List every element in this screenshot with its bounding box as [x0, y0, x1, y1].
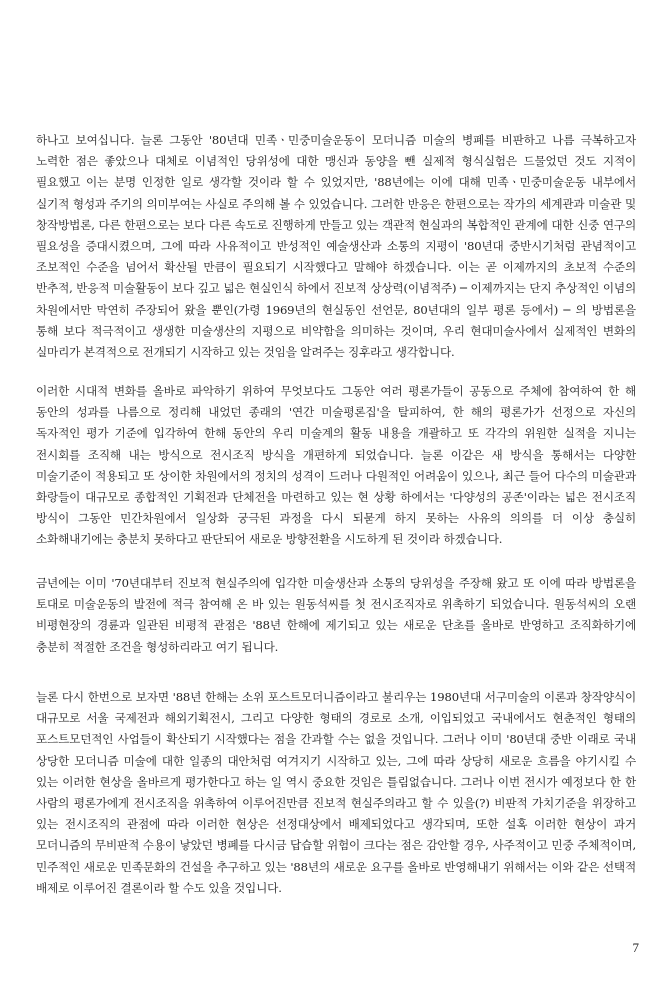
body-paragraph-3: 금년에는 이미 '70년대부터 진보적 현실주의에 입각한 미술생산과 소통의 당위성을 주장해 왔고 또 이에 따라 방법론을 토대로 미술운동의 발전에 적극 참여해 온 바 있는 원동석씨를 첫 전시조직자로 위촉하기 되었습니다. 원동석씨의 오랜 비평현장의 경륜과 일관된 비평적 관점은 '88년 한해에 제기되고 있는 새로운 단초를 올바로 반영하고 조직화하기에 충분히 적절한 조건을 형성하리라고 여기 됩니다.: [36, 576, 636, 654]
body-paragraph-4: 늘론 다시 한번으로 보자면 '88년 한해는 소위 포스트모더니즘이라고 불리우는 1980년대 서구미술의 이론과 창작양식이 대규모로 서울 국제전과 해외기획전시, 그리고 다양한 형태의 경로로 소개, 이입되었고 국내에서도 현춘적인 형태의 포스트모던적인 사업들이 확산되기 시작했다는 점을 간과할 수는 없을 것입니다. 그러나 이미 '80년대 중반 이래로 국내 상당한 모더니즘 미술에 대한 일종의 대안처럼 여겨지기 시작하고 있는, 그에 따라 상당히 새로운 흐름을 야기시킬 수 있는 이러한 현상을 올바르게 평가한다고 하는 일 역시 중요한 것임은 틀림없습니다. 그러나 이번 전시가 예정보다 한 한 사람의 평론가에게 전시조직을 위촉하여 이루어진만큼 진보적 현실주의라고 할 수 있을(?) 비판적 가치기준을 위장하고 있는 전시조직의 관점에 따라 이러한 현상은 선정대상에서 배제되었다고 생각되며, 또한 설혹 이러한 현상이 과거 모더니즘의 무비판적 수용이 낳았던 병폐를 다시금 답습할 위험이 크다는 점은 감안할 경우, 사주적이고 민중 주체적이며, 민주적인 새로운 민족문화의 건설을 추구하고 있는 '88년의 새로운 요구를 올바로 반영해내기 위해서는 이와 같은 선택적 배제로 이루어진 결론이라 할 수도 있을 것입니다.: [36, 690, 636, 895]
page-number: 7: [632, 940, 639, 955]
body-paragraph-2: 이러한 시대적 변화를 올바로 파악하기 위하여 무엇보다도 그동안 여러 평론가들이 공동으로 주체에 참여하여 한 해 동안의 성과를 나름으로 정리해 내었던 종래의 '연간 미술평론집'을 탈피하여, 한 해의 평론가가 선정으로 자신의 독자적인 평가 기준에 입각하여 한해 동안의 우리 미술계의 활동 내용을 개괄하고 또 각각의 위원한 실적을 지니는 전시회를 조직해 내는 방식으로 전시조직 방식을 개편하게 되었습니다. 늘론 이같은 새 방식을 통해서는 다양한 미술기준이 적용되고 또 상이한 차원에서의 정치의 성격이 드러나 다원적인 어려움이 있으나, 최근 들어 다수의 미술관과 화랑들이 대규모로 종합적인 기획전과 단체전을 마련하고 있는 현 상황 하에서는 '다양성의 공존'이라는 넓은 전시조직 방식이 그동안 민간차원에서 일상화 궁극된 과정을 다시 되묻게 하지 못하는 사유의 의의를 더 이상 충실히 소화해내기에는 충분치 못하다고 판단되어 새로운 방향전환을 시도하게 된 것이라 하겠습니다.: [36, 384, 636, 547]
body-paragraph-1: 하나고 보여십니다. 늘론 그동안 '80년대 민족ㆍ민중미술운동이 모더니즘 미술의 병폐를 비판하고 나름 극복하고자 노력한 점은 좋았으나 대체로 이념적인 당위성에 대한 맹신과 동양을 뺀 실제적 형식실험은 드물었던 것도 지적이 필요했고 이는 분명 인정한 일로 생각할 것이라 할 수 있었지만, '88년에는 이에 대해 민족ㆍ민중미술운동 내부에서 실기적 형성과 주기의 의미부여는 사실로 주의해 볼 수 있었습니다. 그러한 반응은 한편으로는 작가의 세계관과 미술관 및 창작방법론, 다른 한편으로는 보다 다른 속도로 진행하게 만들고 있는 객관적 현실과의 복합적인 관계에 대한 신중 연구의 필요성을 증대시켰으며, 그에 따라 사유적이고 반성적인 예술생산과 소통의 지평이 '80년대 중반시기처럼 관념적이고 조보적인 수준을 넘어서 확산될 만큼이 필요되기 시작했다고 말해야 하겠습니다. 이는 곧 이제까지의 초보적 수준의 반추적, 반응적 미술활동이 보다 깊고 넓은 현실인식 하에서 진보적 상상력(이념적주) ─ 이제까지는 단지 추상적인 이념의 차원에서만 막연히 주장되어 왔을 뿐인(가령 1969년의 현실동인 선언문, 80년대의 일부 평론 등에서) ─ 의 방법론을 통해 보다 적극적이고 생생한 미술생산의 지평으로 비약함을 의미하는 것이며, 우리 현대미술사에서 실제적인 변화의 실마리가 본격적으로 전개되기 시작하고 있는 것임을 알려주는 징후라고 생각합니다.: [36, 133, 636, 360]
